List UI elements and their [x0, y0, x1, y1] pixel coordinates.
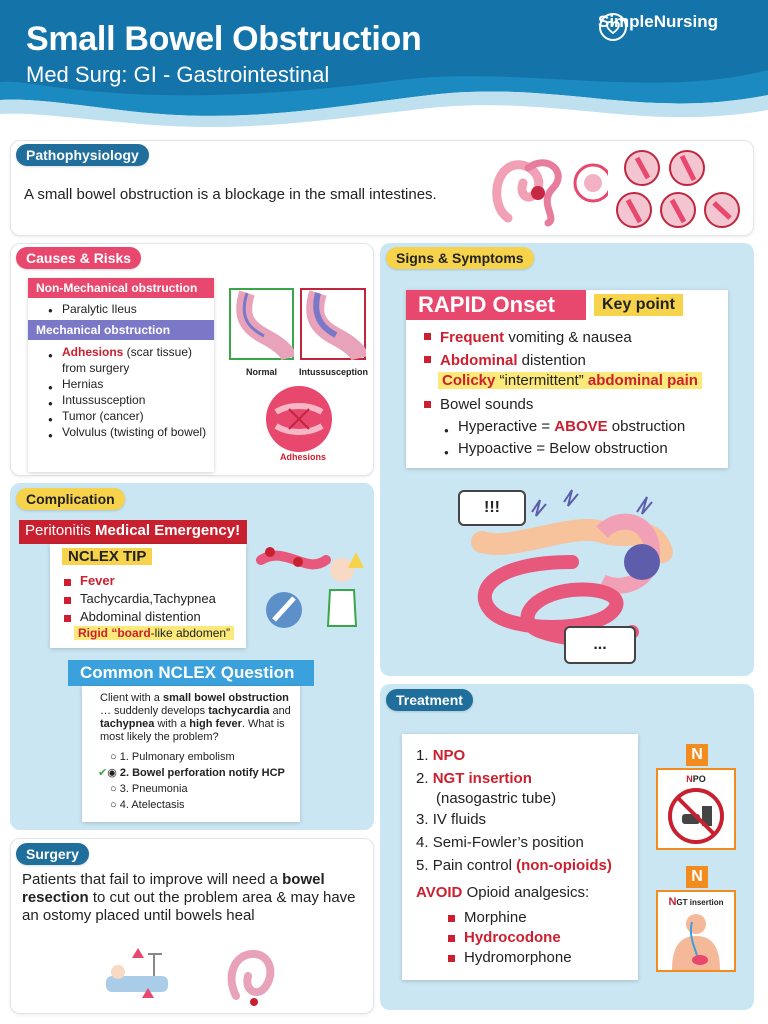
treatment-list [416, 744, 612, 904]
question-options [82, 744, 300, 813]
causes-label: Causes & Risks [16, 247, 141, 269]
normal-caption: Normal [246, 367, 278, 377]
nonmech-heading: Non-Mechanical obstruction [28, 278, 214, 298]
list-item: ● Intussusception [48, 392, 208, 408]
list-item: ● Paralytic Ileus [48, 302, 214, 316]
list-item: ● Hypoactive = Below obstruction [444, 438, 720, 460]
common-question-title: Common NCLEX Question [68, 660, 314, 686]
intussusception-illustration [300, 288, 366, 360]
normal-bowel-illustration [229, 288, 294, 360]
colicky-line: Colicky “intermittent” abdominal pain [438, 372, 702, 389]
option-2[interactable]: ✔◉ 2. Bowel perforation notify HCP [98, 767, 285, 779]
check-icon: ✔ [98, 767, 108, 779]
option-4[interactable]: ○ 4. Atelectasis [110, 799, 185, 811]
treatment-label: Treatment [386, 689, 473, 711]
common-question-panel [82, 686, 300, 822]
brand-name: SimpleNursing [598, 12, 718, 31]
treatment-item-pain: 5. Pain control (non-opioids) [416, 857, 612, 874]
adhesions-illustration [264, 384, 334, 454]
mech-list [28, 340, 214, 440]
list-item: Bowel sounds [424, 394, 720, 416]
list-item: ● Tumor (cancer) [48, 408, 208, 424]
page-subtitle: Med Surg: GI - Gastrointestinal [26, 62, 330, 87]
list-item: Fever [64, 572, 216, 590]
npo-caption: NPO [686, 774, 706, 784]
signs-panel [406, 290, 728, 468]
pathophysiology-text: A small bowel obstruction is a blockage in the small intestines. [24, 186, 437, 203]
list-item: ● Hyperactive = ABOVE obstruction [444, 416, 720, 438]
opioid-list [448, 908, 572, 968]
nclex-tip-panel [50, 544, 246, 648]
pathophysiology-label: Pathophysiology [16, 144, 149, 166]
peritonitis-illustration [256, 540, 368, 632]
question-stem: Client with a small bowel obstruction … suddenly develops tachycardia and tachypnea with a high fever. What is most likely the problem? [100, 692, 291, 743]
complication-label: Complication [16, 488, 125, 510]
nclex-tip-title: NCLEX TIP [62, 548, 152, 565]
treatment-item-npo: 1. NPO [416, 747, 466, 764]
rigid-abdomen-line: Rigid “board-like abdomen” [74, 626, 234, 640]
intestine-illustration [488, 148, 608, 228]
patient-bed-illustration [100, 946, 180, 1006]
treatment-item-ngt: 2. NGT insertion [416, 770, 532, 787]
intussusception-caption: Intussusception [299, 367, 369, 377]
option-3[interactable]: ○ 3. Pneumonia [110, 783, 188, 795]
list-item: Hydromorphone [448, 948, 572, 968]
keypoint-badge: Key point [594, 294, 683, 316]
treatment-item-iv: 3. IV fluids [416, 811, 487, 828]
signs-list [406, 320, 728, 372]
obstruction-types-illustration [612, 148, 747, 232]
list-item: Tachycardia,Tachypnea [64, 590, 216, 608]
rapid-onset-banner: RAPID Onset [406, 290, 586, 320]
no-food-icon [658, 784, 734, 848]
list-item: Abdominal distention [64, 608, 216, 626]
simplenursing-logo-icon [598, 12, 628, 42]
surgery-text: Patients that fail to improve will need a bowel resection to cut out the problem area & may have an ostomy placed until bowels heal [22, 871, 356, 924]
adhesions-caption: Adhesions [280, 452, 327, 462]
npo-n-badge: N [686, 744, 708, 766]
signs-label: Signs & Symptoms [386, 247, 534, 269]
peritonitis-banner: Peritonitis Medical Emergency! [19, 520, 247, 544]
list-item: Abdominal distention [424, 349, 720, 372]
npo-card [656, 768, 736, 850]
nclex-tip-list [64, 572, 216, 626]
speech-bubble-alert: !!! [458, 490, 526, 526]
nonmech-list [28, 298, 214, 320]
causes-panel [28, 278, 214, 472]
treatment-item-position: 4. Semi-Fowler’s position [416, 834, 584, 851]
ngt-caption: NGT insertion [668, 896, 724, 908]
list-item: ● Volvulus (twisting of bowel) [48, 424, 208, 440]
ngt-card [656, 890, 736, 972]
list-item: ● Adhesions (scar tissue) from surgery [48, 344, 208, 376]
list-item: ● Hernias [48, 376, 208, 392]
avoid-line: AVOID Opioid analgesics: [416, 884, 590, 901]
list-item: Morphine [448, 908, 572, 928]
list-item: Frequent vomiting & nausea [424, 326, 720, 349]
speech-bubble-dots: ... [564, 626, 636, 664]
treatment-item-ngt-sub: (nasogastric tube) [436, 790, 557, 807]
header [0, 0, 768, 135]
bowel-sounds-sublist [406, 416, 728, 460]
ngt-body-icon [658, 908, 734, 972]
page-title: Small Bowel Obstruction [26, 20, 422, 58]
brand [598, 12, 718, 32]
mech-heading: Mechanical obstruction [28, 320, 214, 340]
option-1[interactable]: ○ 1. Pulmonary embolism [110, 751, 235, 763]
bowel-resection-illustration [226, 946, 280, 1008]
surgery-label: Surgery [16, 843, 89, 865]
ngt-n-badge: N [686, 866, 708, 888]
list-item: Hydrocodone [448, 928, 572, 948]
bowel-sounds-list [406, 390, 728, 416]
treatment-panel [402, 734, 638, 980]
